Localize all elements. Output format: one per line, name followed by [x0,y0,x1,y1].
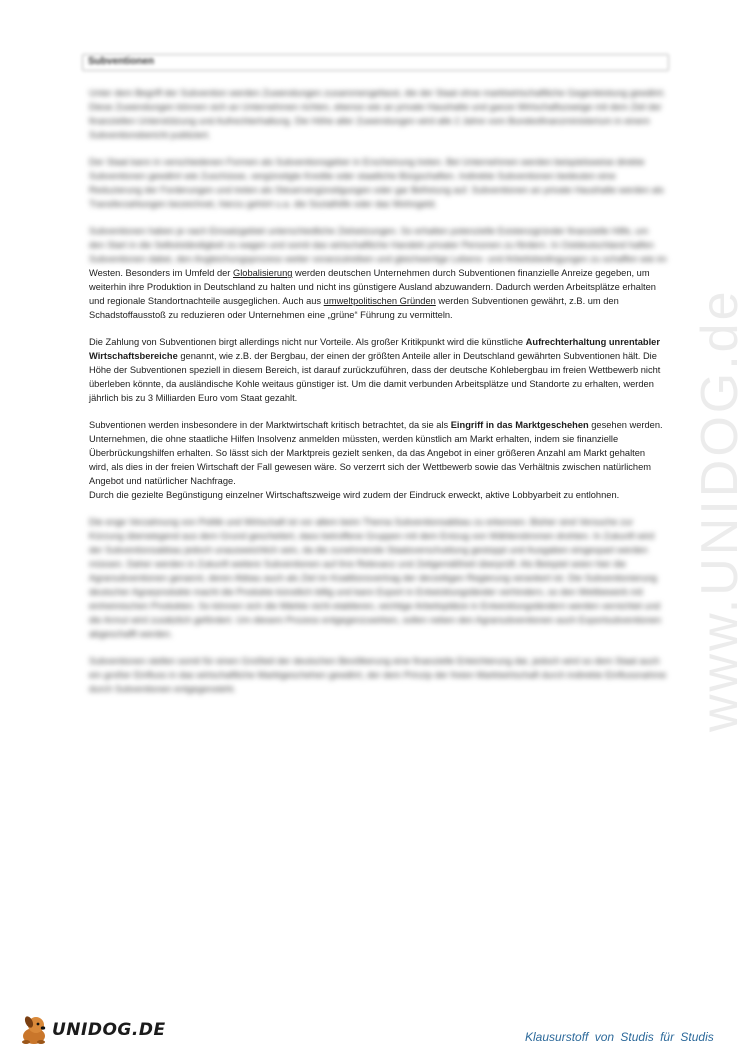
paragraph-3-line: weiterhin ihre Produktion in Deutschland zu halten und nicht ins günstigere Ausland abzuwandern. Dadurch werden Arbeitsplätze erhalten [89,282,656,292]
paragraph-5-line: Durch die gezielte Begünstigung einzelner Wirtschaftszweige wird zudem der Eindruck erweckt, aktive Lobbyarbeit zu entlohnen. [89,490,620,500]
bold-term: Wirtschaftsbereiche [89,351,178,361]
paragraph-3-blurred-line: Subventionen dabei, den Angleichungsprozess weiter voranzutreiben und gleichwertige Lebens- und Arbeitsbedingungen zu schaffen wie im [89,254,667,264]
text-span: Subventionen werden insbesondere in der Marktwirtschaft kritisch betrachtet, da sie als [89,420,451,430]
paragraph-6: Die enge Verzahnung von Politik und Wirtschaft ist vor allem beim Thema Subventionsabbau zu erkennen. Bisher sind Versuche zur Kürzung überwiegend aus dem Grund gescheitert, dass betroffene Gruppen mit dem Entzug von Wählerstimmen drohten. In Zukunft wird der Subventionsabbau jedoch unausweichlich sein, da die zunehmende Staatsverschuldung gestoppt und Ausgaben eingespart werden müssen. Daher werden in Zukunft weitere Subventionen auf ihre Relevanz und Zeitgemäßheit überprüft. Als Beispiel seien hier die Agrarsubventionen genannt, deren Abbau auch als Ziel im Koalitionsvertrag der derzeitigen Regierung verankert ist. Die Subventionierung deutscher Agrarprodukte macht die Produkte künstlich billig und kann Export in Entwicklungsländer verhindern, so den Wettbewerb mit einheimischen Produkten. So können sich die Märkte nicht etablieren, wichtige Arbeitsplätze in Entwicklungsländern werden vernichtet und die Armut wird zusätzlich gefördert. Um diesem Prozess entgegenzuwirken, sollen neben den Agrarsubventionen auch Exportsubventionen abgeschafft werden. [89,517,662,639]
paragraph-2: Der Staat kann in verschiedenen Formen als Subventionsgeber in Erscheinung treten. Bei Unternehmen werden beispielsweise direkte Subventionen gewährt wie Zuschüsse, vergünstigte Kredite oder staatliche Bürgschaften. Indirekte Subventionen bedeuten eine Reduzierung der Forderungen und treten als Steuervergünstigungen oder gar Befreiung auf. Subventionen an private Haushalte werden als Transferzahlungen bezeichnet, hierzu gehört u.a. die Sozialhilfe oder das Wohngeld. [89,157,664,209]
paragraph-3-line: Schadstoffausstoß zu reduzieren oder Unternehmen eine „grüne“ Führung zu vermitteln. [89,310,453,320]
paragraph-5-line: Unternehmen, die ohne staatliche Hilfen Insolvenz anmelden müssten, werden künstlich am Markt erhalten, indem sie finanzielle [89,434,619,444]
text-span: werden Subventionen gewährt, z.B. um den [435,296,619,306]
paragraph-4-line: jährlich bis zu 3 Milliarden Euro vom Staat gezahlt. [89,393,298,403]
logo-text: UNIDOG.DE [52,1020,166,1040]
text-span: genannt, wie z.B. der Bergbau, der einen der größten Anteile aller in Deutschland gewährten Subventionen hält. Die [177,351,657,361]
link-umweltpolitische-gruende[interactable]: umweltpolitischen Gründen [323,296,436,306]
paragraph-3 [89,224,669,322]
text-span: werden deutschen Unternehmen durch Subventionen finanzielle Anreize gegeben, um [292,268,650,278]
text-span: Die Zahlung von Subventionen birgt allerdings nicht nur Vorteile. Als großer Kritikpunkt wird die künstliche [89,337,526,347]
unidog-logo[interactable] [16,1012,166,1046]
paragraph-4-line: überleben könnte, da ausländische Kohle weitaus günstiger ist. Um die damit verbunden Arbeitsplätze und Standorte zu erhalten, werden [89,379,654,389]
paragraph-3-blurred-line: Subventionen haben je nach Einsatzgebiet unterschiedliche Zielsetzungen. So erhalten potenzielle Existenzgründer finanzielle Hilfe, um [89,226,649,236]
document-title-text: Subventionen [88,56,155,67]
paragraph-4-line [89,335,669,349]
paragraph-5-line: Überbrückungshilfen erhalten. So lässt sich der Marktpreis gezielt senken, da das Angebot in einer größeren Anzahl am Markt gehalten [89,448,646,458]
paragraph-3-line [89,266,669,280]
text-span: und regionale Standortnachteile ausgeglichen. Auch aus [89,296,324,306]
paragraph-5-line [89,418,669,432]
bold-term: Aufrechterhaltung unrentabler [525,337,660,347]
footer-slogan: Klausurstoff von Studis für Studis [525,1030,714,1044]
document-body [89,86,669,709]
paragraph-3-blurred-line: den Start in die Selbstständigkeit zu wagen und somit das wirtschaftliche Handeln privater Personen zu fördern. In Ostdeutschland halfen [89,240,654,250]
paragraph-4-line [89,349,669,363]
paragraph-5-line: Angebot und natürlicher Nachfrage. [89,476,236,486]
paragraph-7: Subventionen stellen somit für einen Großteil der deutschen Bevölkerung eine finanzielle Erleichterung dar, jedoch wird so dem Staat auch ein großer Einfluss in das wirtschaftliche Marktgeschehen gewährt, der dem Prinzip der freien Marktwirtschaft durch indirekte Einflussnahme durch Subventionen entgegensteht. [89,656,667,694]
paragraph-1: Unter dem Begriff der Subvention werden Zuwendungen zusammengefasst, die der Staat ohne marktwirtschaftliche Gegenleistung gewährt. Diese Zuwendungen können sich an Unternehmen richten, ebenso wie an private Haushalte und ganze Wirtschaftszweige mit dem Ziel der finanziellen Unterstützung und Aufrechterhaltung. Die Höhe aller Zuwendungen wird alle 2 Jahre vom Bundesfinanzministerium in einem Subventionsbericht publiziert. [89,88,666,140]
link-globalisierung[interactable]: Globalisierung [233,268,293,278]
text-span: gesehen werden. [588,420,663,430]
text-span: Westen. Besonders im Umfeld der [89,268,233,278]
paragraph-4-line: Höhe der Subventionen speziell in diesem Bereich, ist darauf zurückzuführen, dass der deutsche Kohlebergbau im freien Wettbewerb nicht [89,365,661,375]
paragraph-3-line [89,294,669,308]
paragraph-5-line: wird, als dies in der freien Wirtschaft der Fall gewesen wäre. So verzerrt sich der Wettbewerb sowie das Verhältnis zwischen natürlichem [89,462,652,472]
paragraph-4 [89,335,669,405]
paragraph-5 [89,418,669,502]
watermark-text: www.UNIDOG.de [691,288,749,732]
bold-term: Eingriff in das Marktgeschehen [450,420,589,430]
dog-mascot-icon [16,1012,52,1046]
document-title [82,54,669,71]
